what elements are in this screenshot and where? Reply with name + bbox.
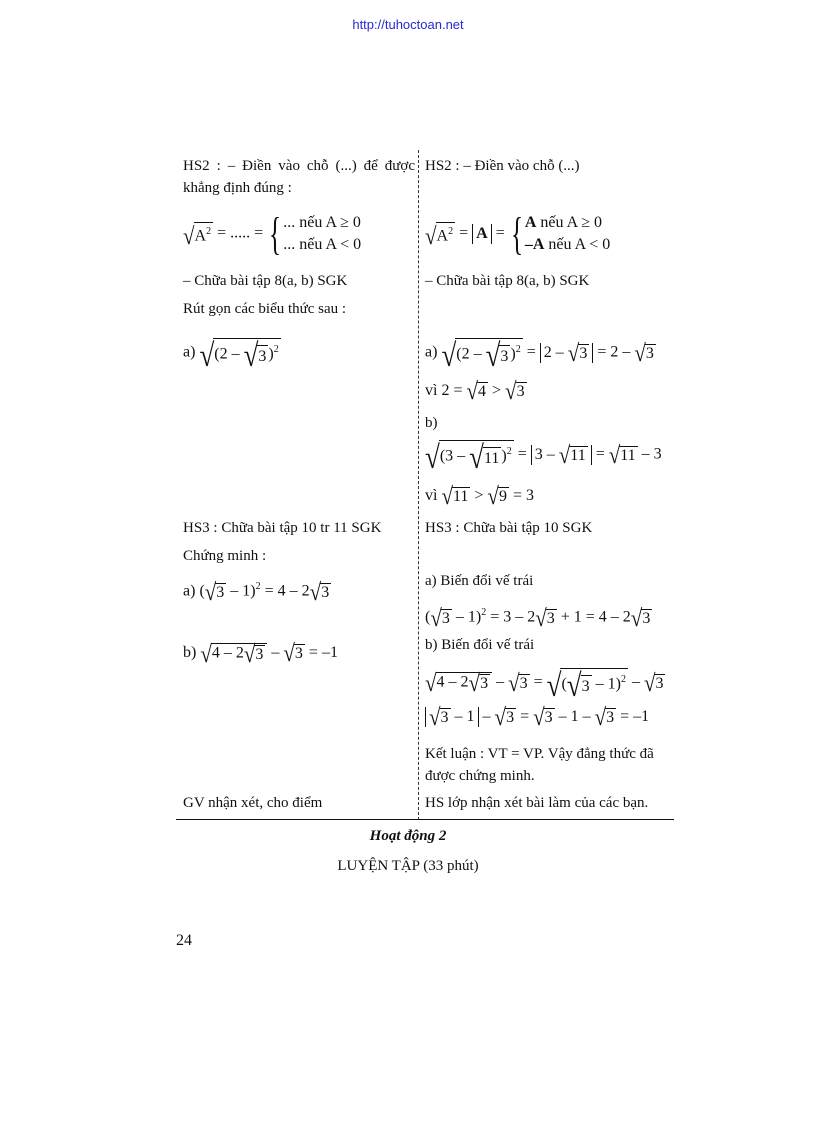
left-prove-a: a) ( √ 3 – 1)$^2$ = 4 – 2 √ 3 — [183, 577, 330, 606]
right-hs3-task: HS3 : Chữa bài tập 10 SGK — [425, 520, 593, 536]
left-sqrt-definition: √ $A^2$ = ..... = { ... nếu A ≥ 0 ... nếu A < 0 — [183, 208, 362, 259]
section-heading: Hoạt động 2 — [369, 828, 447, 844]
right-sqrt-definition: √ $A^2$ = A = { A nếu A ≥ 0 –A nếu A < 0 — [425, 208, 611, 259]
right-part-b-label: b) — [425, 415, 438, 431]
right-conclusion: Kết luận : VT = VP. Vậy đẳng thức đã được chứng minh. — [425, 746, 654, 784]
left-simplify-prompt: Rút gọn các biểu thức sau : — [183, 301, 347, 317]
source-url[interactable]: http://tuhoctoan.net — [352, 17, 464, 32]
section-subheading: LUYỆN TẬP (33 phút) — [337, 858, 479, 874]
right-prove-b-label: b) Biến đổi vế trái — [425, 637, 535, 653]
left-teacher-remark: GV nhận xét, cho điểm — [183, 795, 323, 811]
right-student-remark: HS lớp nhận xét bài làm của các bạn. — [425, 795, 649, 811]
left-hs3-task: HS3 : Chữa bài tập 10 tr 11 SGK — [183, 520, 382, 536]
right-part-b-reason: vì √ 11 > √ 9 = 3 — [425, 482, 534, 511]
right-part-b-solution: √ (3 – √ 11 )$^2$ = 3 – √ 11 = √ 11 – 3 — [425, 438, 662, 475]
table-bottom-rule — [176, 819, 674, 820]
left-part-a-expression: a) √ (2 – √ 3 )$^2$ — [183, 336, 279, 373]
right-prove-b-step1: √ 4 – 2 √ 3 – √ 3 = √ ( √ 3 – 1)$^2$ – √ 3 — [425, 666, 664, 703]
left-exercise-8: – Chữa bài tập 8(a, b) SGK — [183, 273, 348, 289]
right-part-a-reason: vì 2 = √ 4 > √ 3 — [425, 377, 525, 406]
column-divider — [418, 150, 419, 820]
right-hs2-prompt: HS2 : – Điền vào chỗ (...) — [425, 158, 580, 174]
right-exercise-8: – Chữa bài tập 8(a, b) SGK — [425, 273, 590, 289]
right-prove-a-working: ( √ 3 – 1)$^2$ = 3 – 2 √ 3 + 1 = 4 – 2 √ 3 — [425, 603, 651, 632]
right-prove-b-step2: √ 3 – 1 – √ 3 = √ 3 – 1 – √ 3 = –1 — [425, 706, 649, 728]
page-number: 24 — [176, 932, 192, 949]
left-prove-b: b) √ 4 – 2 √ 3 – √ 3 = –1 — [183, 639, 338, 668]
right-prove-a-label: a) Biến đổi vế trái — [425, 573, 534, 589]
left-hs2-prompt: HS2 : – Điền vào chỗ (...) để được khẳng định đúng : — [183, 158, 415, 196]
left-prove-prompt: Chứng minh : — [183, 548, 267, 564]
right-part-a-solution: a) √ (2 – √ 3 )$^2$ = 2 – √ 3 = 2 – √ 3 — [425, 336, 654, 373]
